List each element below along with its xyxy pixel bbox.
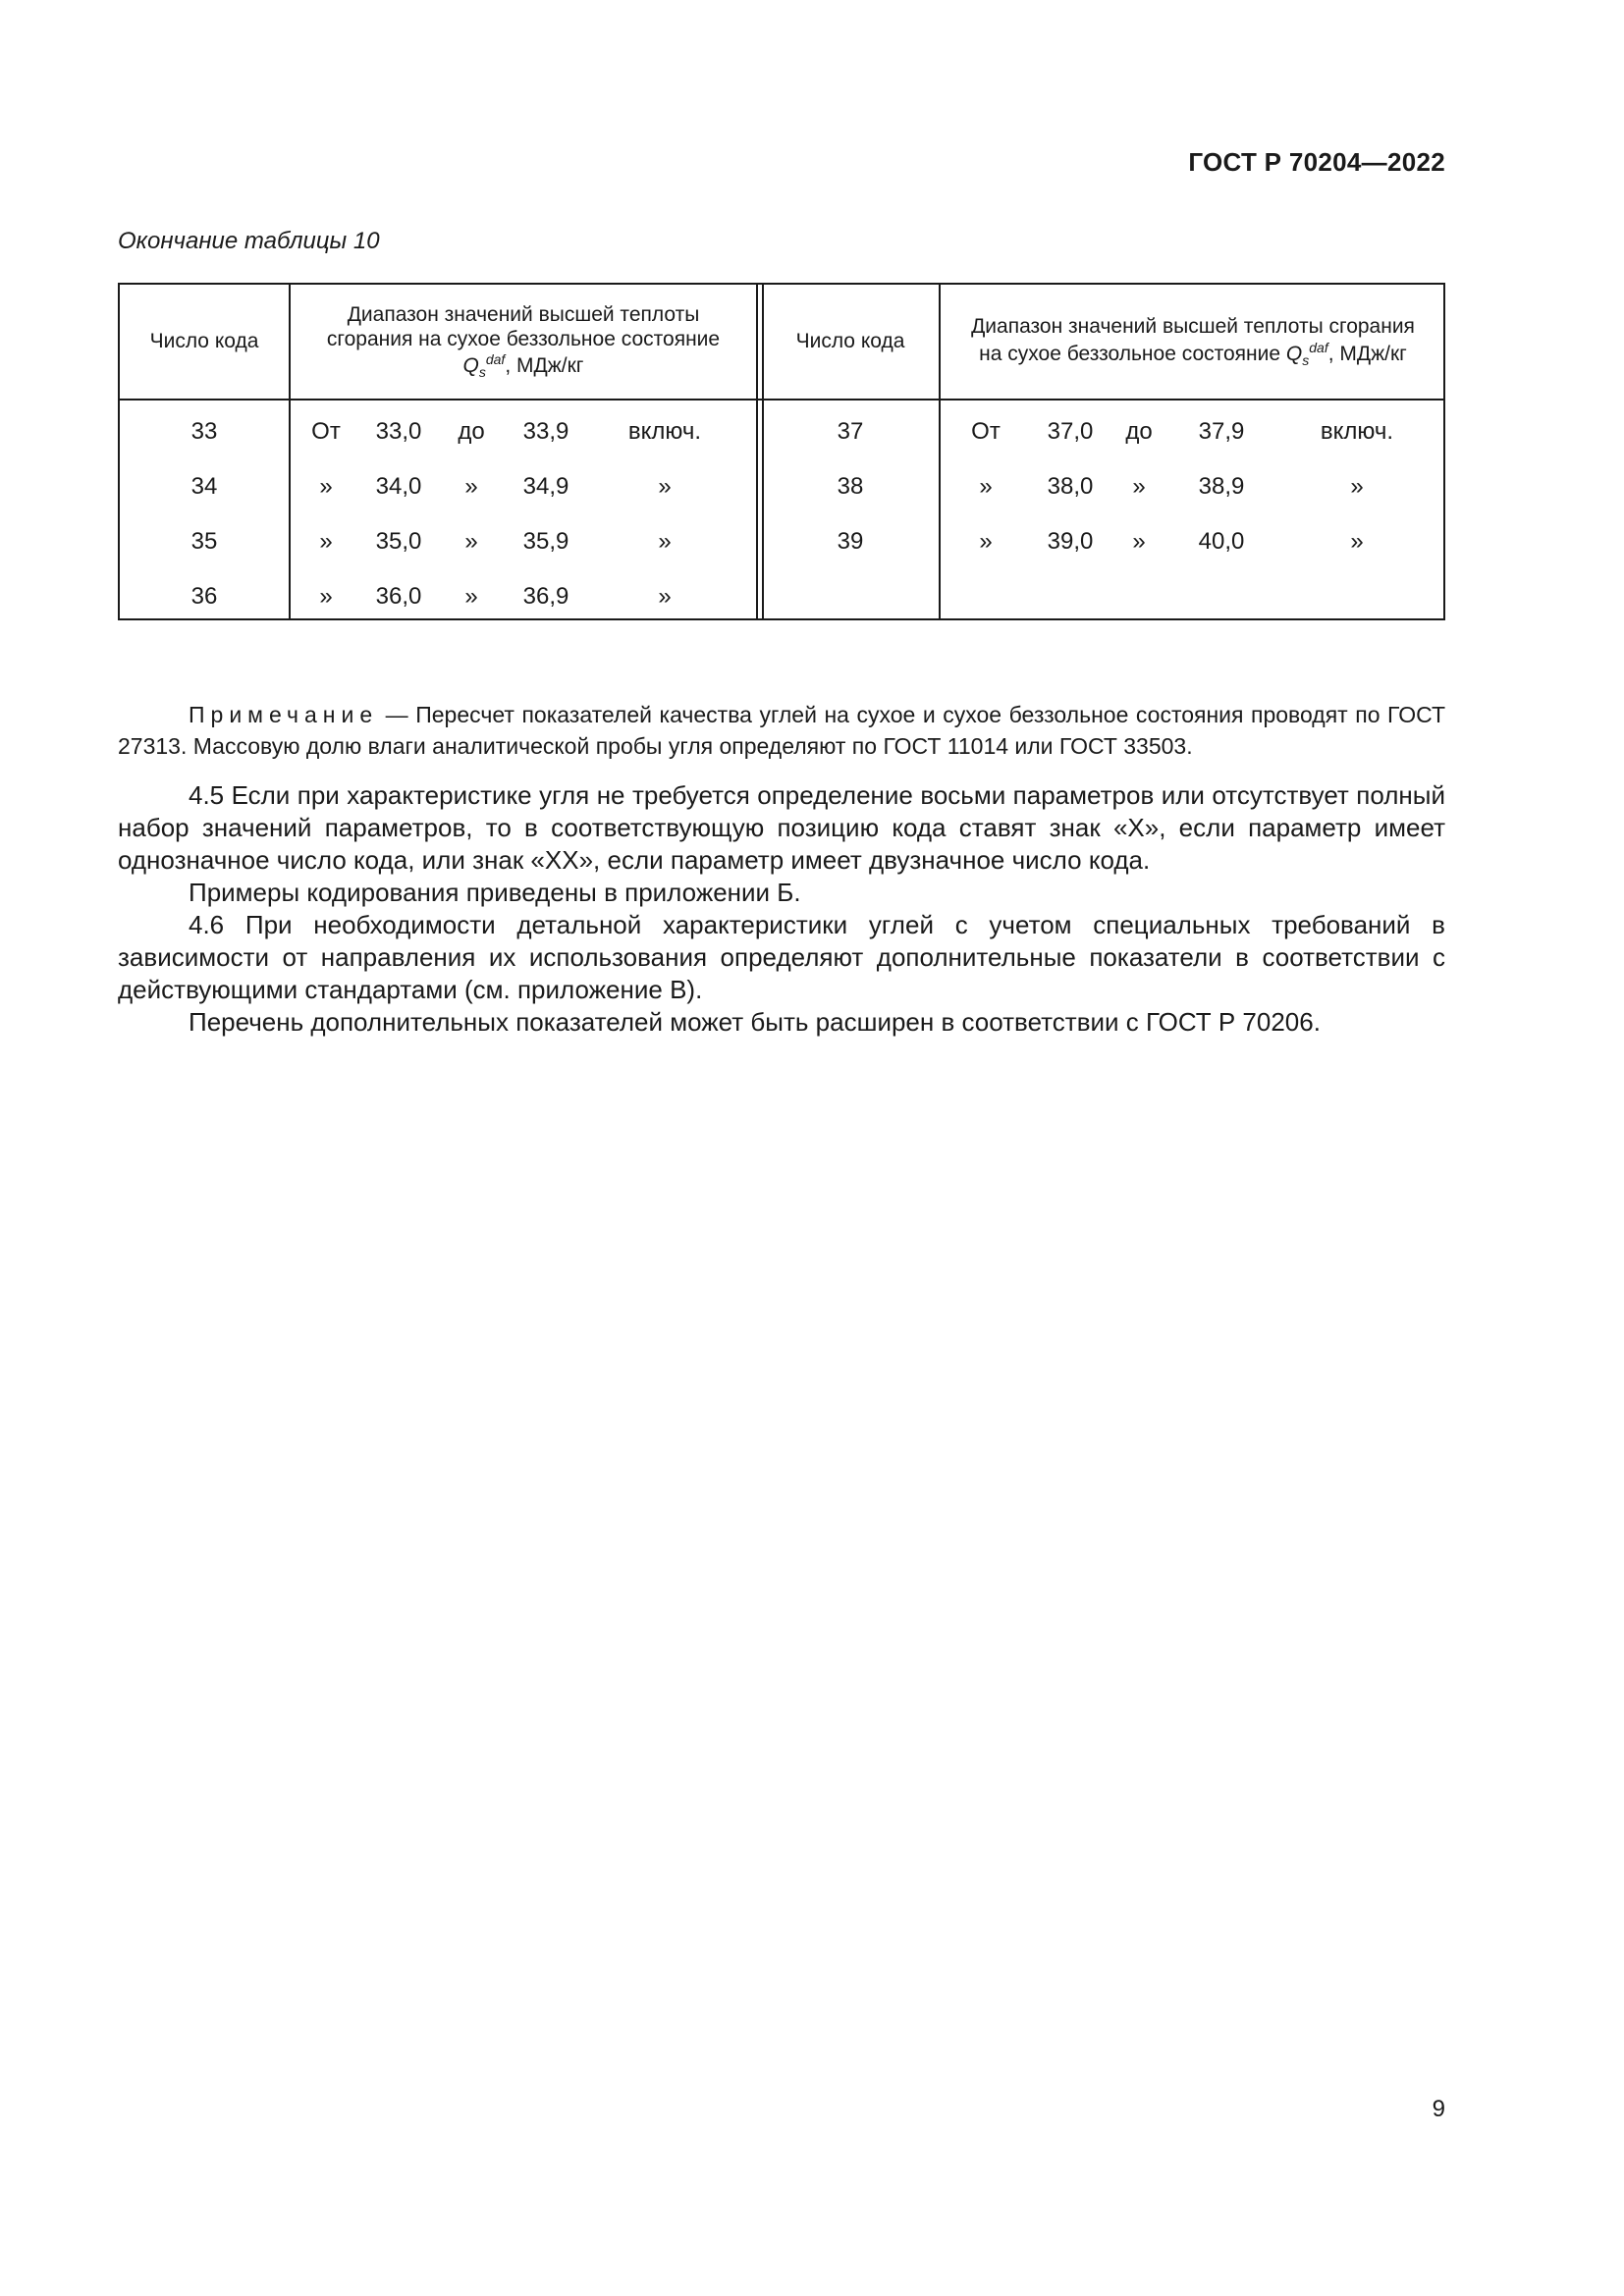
page-number: 9: [1432, 2096, 1445, 2122]
header-range-right: [941, 285, 1445, 399]
header-range-left-line1: Диапазон значений высшей теплоты: [347, 302, 700, 326]
paragraph-additional: Перечень дополнительных показателей может быть расширен в соответствии с ГОСТ Р 70206.: [189, 1007, 1321, 1037]
paragraph-examples: Примеры кодирования приведены в приложении Б.: [189, 878, 801, 907]
symbol-q: Q: [1285, 342, 1303, 365]
header-code-left: Число кода: [149, 330, 259, 353]
symbol-sub: s: [478, 364, 486, 381]
symbol-sup: daf: [1309, 339, 1328, 355]
paragraph-4-5: 4.5 Если при характеристике угля не требуется определение восьми параметров или отсутствует полный набор значений параметров, то в соответствующую позицию кода ставят знак «Х», если параметр имеет однозначное число кода, или знак «ХХ», если параметр имеет двузначное число кода.: [118, 780, 1445, 875]
header-range-right-line1: Диапазон значений высшей теплоты сгорания: [971, 315, 1415, 339]
symbol-sup: daf: [485, 351, 506, 368]
symbol-q: Q: [462, 354, 479, 378]
unit-label: , МДж/кг: [505, 354, 584, 378]
document-code: ГОСТ Р 70204—2022: [1188, 147, 1445, 177]
note-label: Примечание: [189, 702, 379, 727]
symbol-sub: s: [1302, 351, 1310, 368]
header-range-left-line3: [327, 351, 720, 381]
header-range-left: [291, 285, 756, 399]
table-header-separator: [120, 399, 1443, 400]
code-range-table: Число кода Диапазон значений высшей теплоты сгорания на сухое беззольное состояние $Q_s^{daf}$, МДж/кг Число кода Диапазон значений высшей теплоты сгорания на сухое беззольное состояние $Q_s^{daf}$, МДж/кг 33 От 33,0 до 33,9 включ. 34 » 34,0 » 34,9 » 35 » 35,0 » 35,9 » 36 » 36,0 » 36,9 » 37 От 37,0 до 37,9 включ. 38 » 38,0 » 38,9 » 39 » 39,0 » 40,0 »: [118, 283, 1445, 620]
table-caption: Окончание таблицы 10: [118, 228, 380, 254]
header-range-left-line2: сгорания на сухое беззольное состояние: [326, 328, 721, 350]
paragraph-4-6: 4.6 При необходимости детальной характеристики углей с учетом специальных требований в зависимости от направления их использования определяют дополнительные показатели в соответствии с действующими стандартами (см. приложение В).: [118, 910, 1445, 1004]
header-code-right: Число кода: [795, 330, 905, 353]
table-note: [118, 699, 1445, 762]
note-text: — Пересчет показателей качества углей на сухое и сухое беззольное состояния проводят по ГОСТ 27313. Массовую долю влаги аналитической пробы угля определяют по ГОСТ 11014 или ГОСТ 33503.: [118, 702, 1445, 759]
header-range-right-line2: на сухое беззольное состояние $Q_s^{daf}$, МДж/кг: [979, 339, 1407, 368]
unit-label: , МДж/кг: [1327, 342, 1407, 365]
